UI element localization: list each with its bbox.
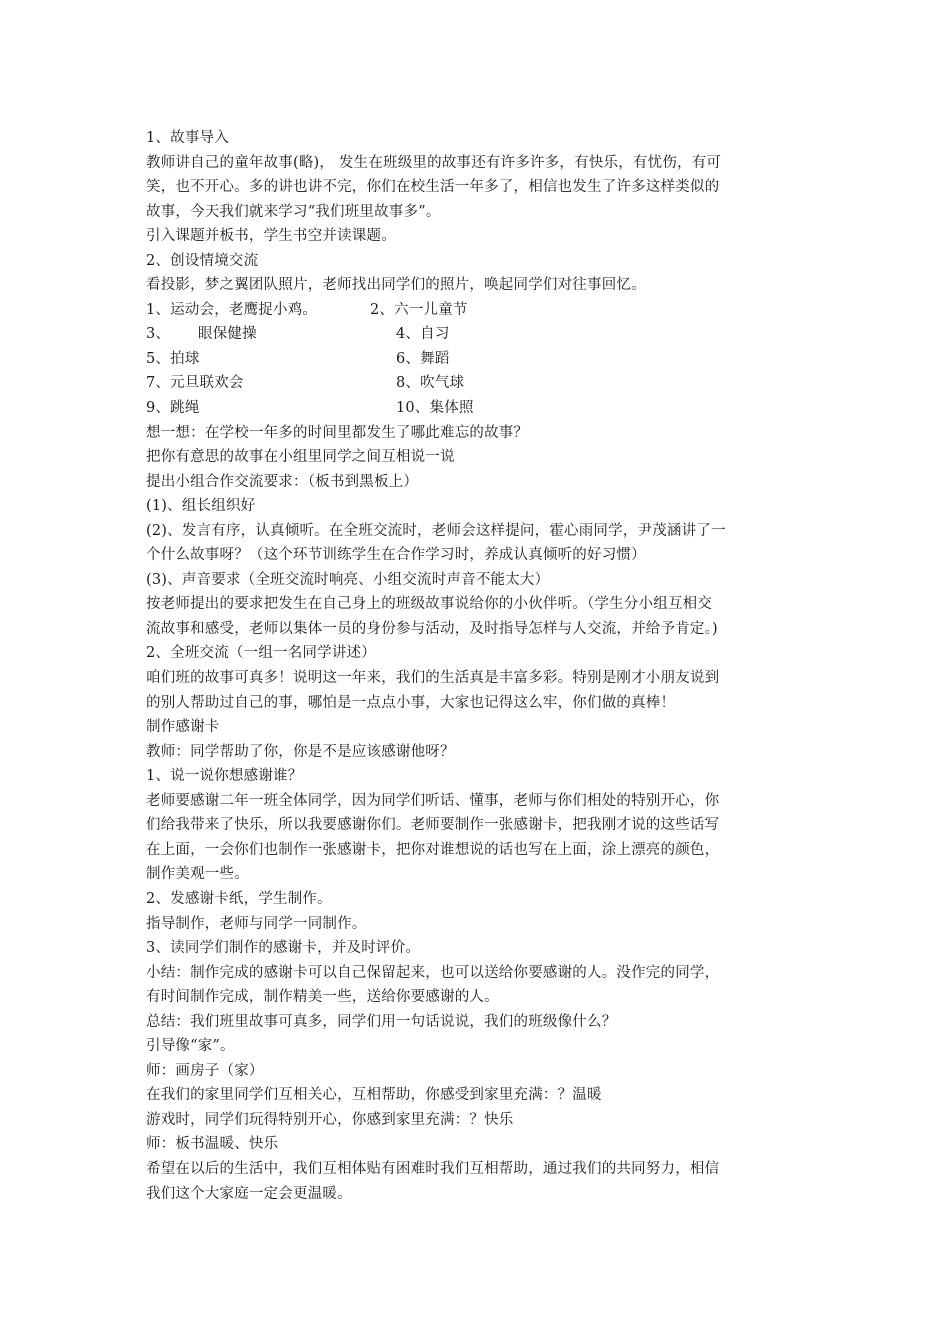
text-line: 游戏时，同学们玩得特别开心，你感到家里充满：？快乐: [146, 1111, 514, 1128]
text-line: 故事，今天我们就来学习“我们班里故事多”。: [146, 203, 441, 220]
activity-label: 眼保健操: [198, 326, 257, 343]
text-line: 有时间制作完成，制作精美一些，送给你要感谢的人。: [146, 989, 499, 1006]
text-line: 引入课题并板书，学生书空并读课题。: [146, 228, 396, 245]
text-line: 教师：同学帮助了你，你是不是应该感谢他呀？: [146, 743, 455, 760]
text-line: 引导像“家”。: [146, 1038, 235, 1055]
text-line: 咱们班的故事可真多！说明这一年来，我们的生活真是丰富多彩。特别是刚才小朋友说到: [146, 670, 720, 687]
text-line: 3、读同学们制作的感谢卡，并及时评价。: [146, 940, 421, 957]
activity-number: 3、: [146, 326, 171, 343]
text-line: 看投影，梦之翼团队照片，老师找出同学们的照片，唤起同学们对往事回忆。: [146, 277, 646, 294]
text-line: 2、创设情境交流: [146, 252, 259, 269]
activity-row: [146, 298, 814, 323]
activity-item: 10、集体照: [396, 400, 474, 417]
text-line: 总结：我们班里故事可真多，同学们用一句话说说，我们的班级像什么？: [146, 1013, 617, 1030]
text-line: 1、说一说你想感谢谁？: [146, 768, 303, 785]
activity-item: 2、六一儿童节: [370, 301, 468, 318]
text-line: 的别人帮助过自己的事，哪怕是一点点小事，大家也记得这么牢，你们做的真棒！: [146, 694, 676, 711]
text-line: 老师要感谢二年一班全体同学，因为同学们听话、懂事，老师与你们相处的特别开心，你: [146, 792, 720, 809]
text-line: 制作美观一些。: [146, 866, 249, 883]
activity-item: 4、自习: [396, 326, 450, 343]
text-line: 流故事和感受，老师以集体一员的身份参与活动，及时指导怎样与人交流，并给予肯定。): [146, 620, 718, 637]
text-line: 想一想：在学校一年多的时间里都发生了哪此难忘的故事？: [146, 424, 529, 441]
text-line: 希望在以后的生活中，我们互相体贴有困难时我们互相帮助，通过我们的共同努力，相信: [146, 1160, 720, 1177]
text-line: (3)、声音要求（全班交流时响亮、小组交流时声音不能太大）: [146, 571, 550, 588]
text-line: 个什么故事呀？（这个环节训练学生在合作学习时，养成认真倾听的好习惯）: [146, 547, 646, 564]
text-line: 2、发感谢卡纸，学生制作。: [146, 890, 332, 907]
text-line: (2)、发言有序，认真倾听。在全班交流时，老师会这样提问，霍心雨同学，尹茂涵讲了一: [146, 522, 726, 539]
activity-row: [146, 347, 814, 372]
activity-item: 6、舞蹈: [396, 350, 450, 367]
text-line: 在我们的家里同学们互相关心，互相帮助，你感受到家里充满：？温暖: [146, 1087, 602, 1104]
activity-row: [146, 322, 814, 347]
activity-row: [146, 396, 814, 421]
text-line: 在上面，一会你们也制作一张感谢卡，把你对谁想说的话也写在上面，涂上漂亮的颜色，: [146, 841, 720, 858]
text-line: (1)、组长组织好: [146, 498, 256, 515]
activity-item: [146, 322, 396, 347]
text-line: 笑，也不开心。多的讲也讲不完，你们在校生活一年多了，相信也发生了许多这样类似的: [146, 179, 720, 196]
text-line: 把你有意思的故事在小组里同学之间互相说一说: [146, 449, 455, 466]
text-line: 1、故事导入: [146, 130, 229, 146]
activity-item: 1、运动会，老鹰捉小鸡。: [146, 301, 318, 318]
text-line: 师：板书温暖、快乐: [146, 1136, 279, 1153]
text-line: 指导制作，老师与同学一同制作。: [146, 915, 367, 932]
text-line: 师：画房子（家）: [146, 1062, 264, 1079]
activity-item: 7、元旦联欢会: [146, 375, 244, 392]
text-line: 2、全班交流（一组一名同学讲述）: [146, 645, 376, 662]
activity-row: [146, 371, 814, 396]
text-line: 小结：制作完成的感谢卡可以自己保留起来，也可以送给你要感谢的人。没作完的同学，: [146, 964, 720, 981]
text-line: 制作感谢卡: [146, 719, 220, 736]
text-line: 我们这个大家庭一定会更温暖。: [146, 1185, 352, 1202]
text-line: 按老师提出的要求把发生在自己身上的班级故事说给你的小伙伴听。（学生分小组互相交: [146, 596, 713, 613]
activity-item: 8、吹气球: [396, 375, 465, 392]
text-line: 提出小组合作交流要求：（板书到黑板上）: [146, 473, 419, 490]
document-body: [146, 126, 814, 1206]
text-line: 们给我带来了快乐，所以我要感谢你们。老师要制作一张感谢卡，把我刚才说的这些话写: [146, 817, 720, 834]
text-line: 教师讲自己的童年故事(略)， 发生在班级里的故事还有许多许多，有快乐，有忧伤，有可: [146, 154, 722, 171]
activity-item: 5、拍球: [146, 350, 200, 367]
activity-item: 9、跳绳: [146, 400, 200, 417]
